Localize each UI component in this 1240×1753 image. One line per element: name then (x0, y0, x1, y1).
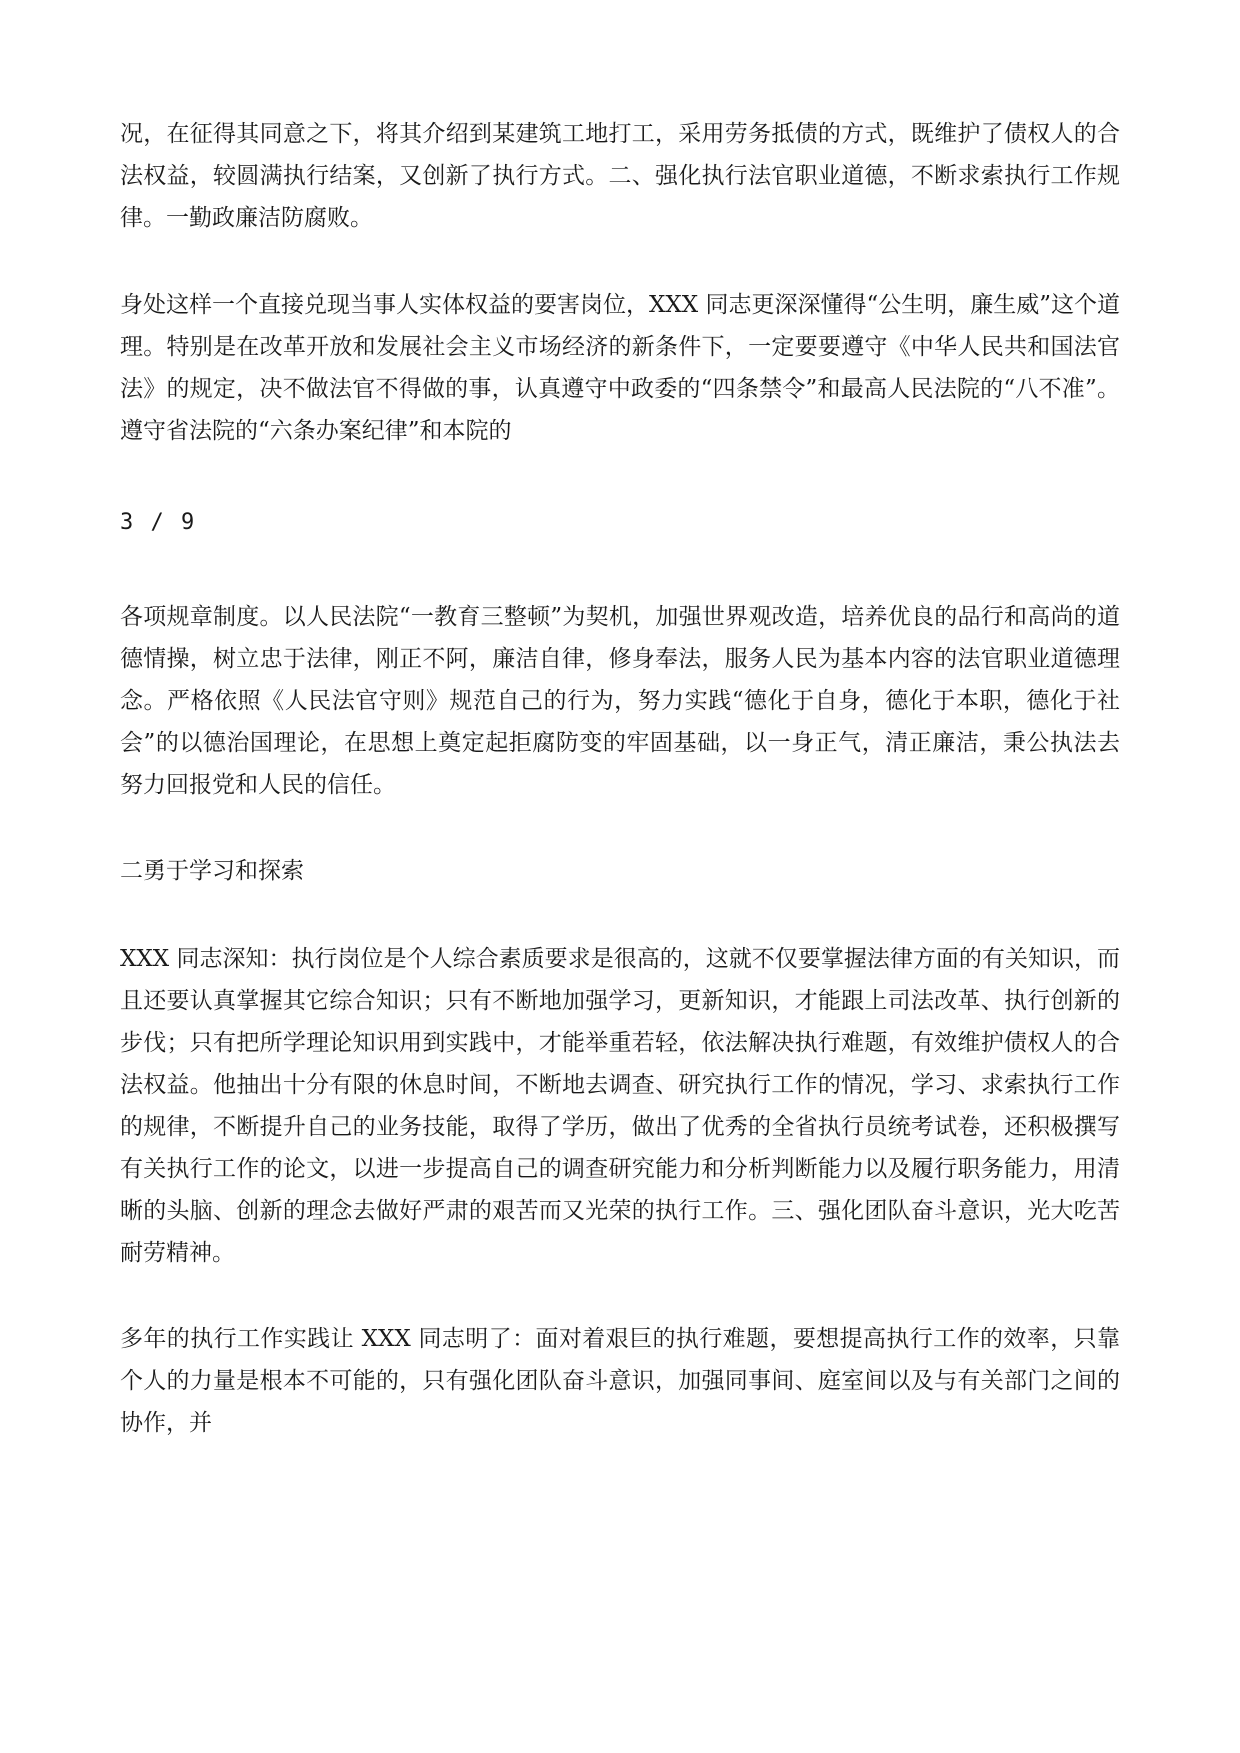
paragraph-1: 况，在征得其同意之下，将其介绍到某建筑工地打工，采用劳务抵债的方式，既维护了债权人的合法权益，较圆满执行结案，又创新了执行方式。二、强化执行法官职业道德，不断求索执行工作规律。一勤政廉洁防腐败。 (120, 121, 1120, 231)
paragraph-5: 多年的执行工作实践让 XXX 同志明了：面对着艰巨的执行难题，要想提高执行工作的效率，只靠个人的力量是根本不可能的，只有强化团队奋斗意识，加强同事间、庭室间以及与有关部门之间的协作，并 (120, 1326, 1120, 1436)
paragraph-3: 各项规章制度。以人民法院“一教育三整顿”为契机，加强世界观改造，培养优良的品行和高尚的道德情操，树立忠于法律，刚正不阿，廉洁自律，修身奉法，服务人民为基本内容的法官职业道德理念。严格依照《人民法官守则》规范自己的行为，努力实践“德化于自身，德化于本职，德化于社会”的以德治国理论，在思想上奠定起拒腐防变的牢固基础，以一身正气，清正廉洁，秉公执法去努力回报党和人民的信任。 (120, 604, 1120, 798)
paragraph-2: 身处这样一个直接兑现当事人实体权益的要害岗位，XXX 同志更深深懂得“公生明，廉生威”这个道理。特别是在改革开放和发展社会主义市场经济的新条件下，一定要要遵守《中华人民共和国法官法》的规定，决不做法官不得做的事，认真遵守中政委的“四条禁令”和最高人民法院的“八不准”。遵守省法院的“六条办案纪律”和本院的 (120, 292, 1120, 444)
page-number: 3 / 9 (120, 510, 197, 535)
paragraph-4: XXX 同志深知：执行岗位是个人综合素质要求是很高的，这就不仅要掌握法律方面的有关知识，而且还要认真掌握其它综合知识；只有不断地加强学习，更新知识，才能跟上司法改革、执行创新的步伐；只有把所学理论知识用到实践中，才能举重若轻，依法解决执行难题，有效维护债权人的合法权益。他抽出十分有限的休息时间，不断地去调查、研究执行工作的情况，学习、求索执行工作的规律，不断提升自己的业务技能，取得了学历，做出了优秀的全省执行员统考试卷，还积极撰写有关执行工作的论文，以进一步提高自己的调查研究能力和分析判断能力以及履行职务能力，用清晰的头脑、创新的理念去做好严肃的艰苦而又光荣的执行工作。三、强化团队奋斗意识，光大吃苦耐劳精神。 (120, 946, 1120, 1266)
section-heading: 二勇于学习和探索 (120, 858, 304, 884)
